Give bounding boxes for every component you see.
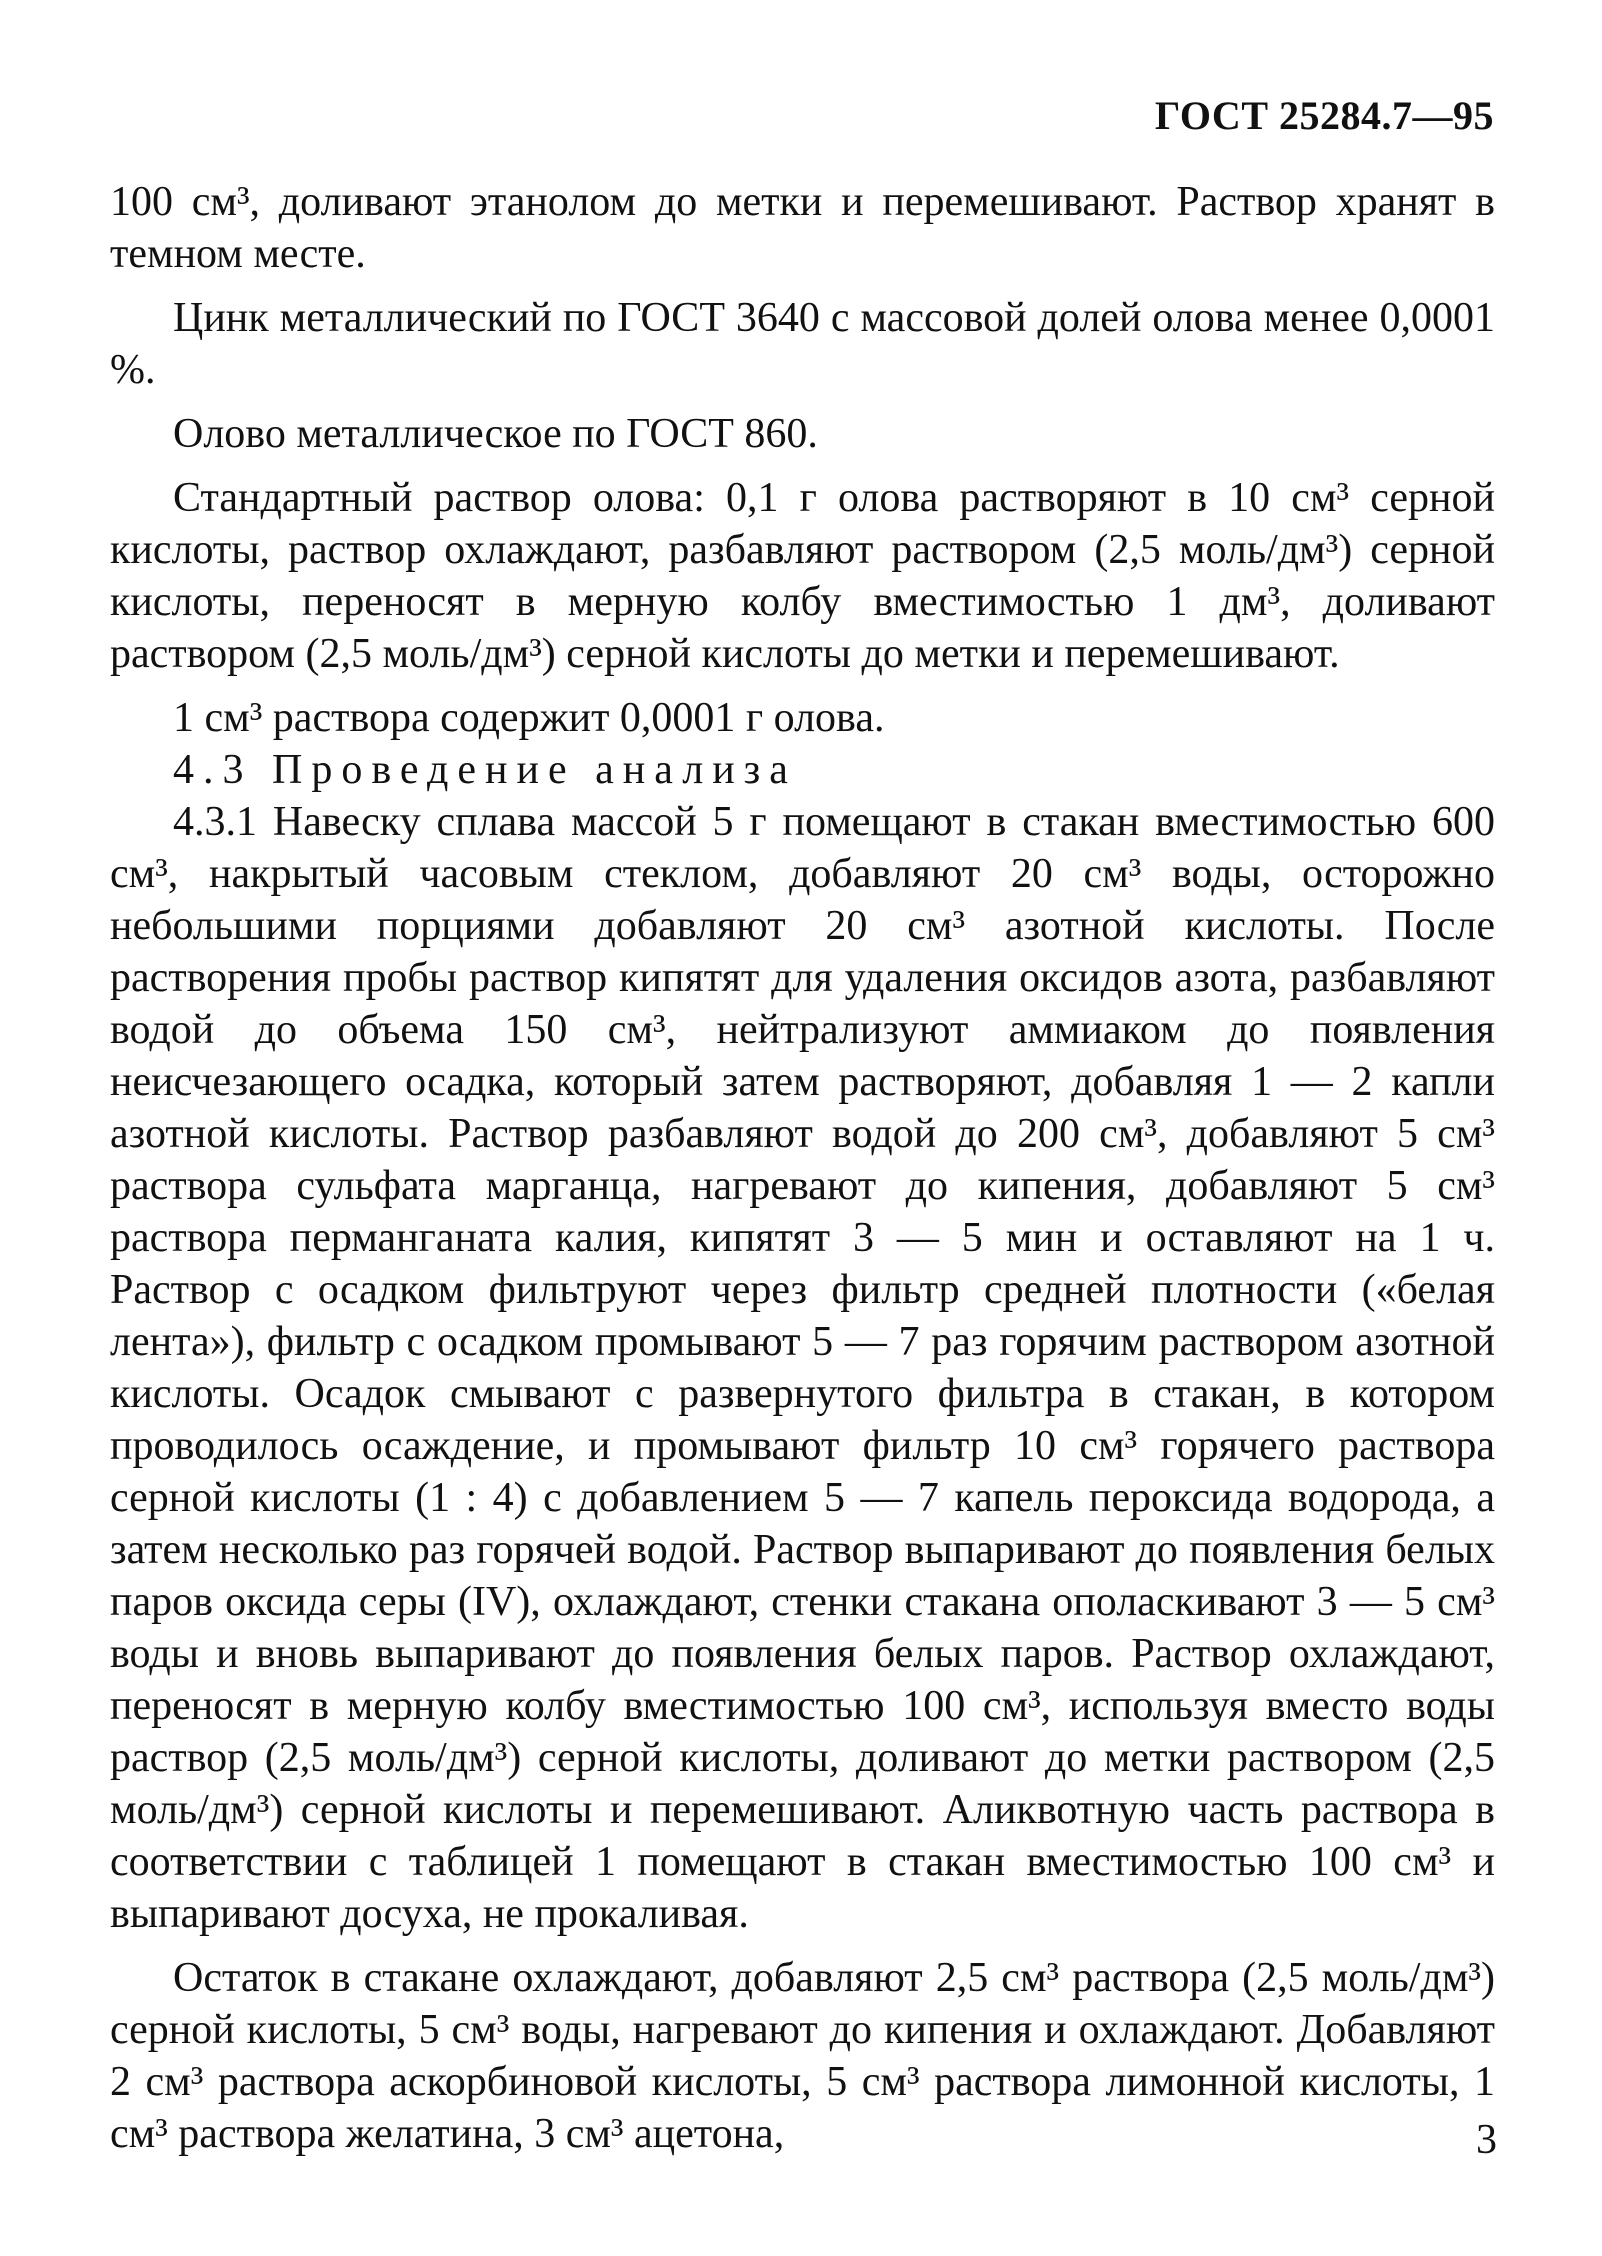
body-text: [110, 176, 1495, 2160]
section-heading-analysis: 4.3 Проведение анализа: [173, 747, 797, 793]
paragraph-procedure: 4.3.1 Навеску сплава массой 5 г помещают в стакан вместимостью 600 см³, накрытый часовым стеклом, добавляют 20 см³ воды, осторожно небольшими порциями добавляют 20 см³ азотной кислоты. После растворения пробы раствор кипятят для удаления оксидов азота, разбавляют водой до объема 150 см³, нейтрализуют аммиаком до появления неисчезающего осадка, который затем растворяют, добавляя 1 — 2 капли азотной кислоты. Раствор разбавляют водой до 200 см³, добавляют 5 см³ раствора сульфата марганца, нагревают до кипения, добавляют 5 см³ раствора перманганата калия, кипятят 3 — 5 мин и оставляют на 1 ч. Раствор с осадком фильтруют через фильтр средней плотности («белая лента»), фильтр с осадком промывают 5 — 7 раз горячим раствором азотной кислоты. Осадок смывают с развернутого фильтра в стакан, в котором проводилось осаждение, и промывают фильтр 10 см³ горячего раствора серной кислоты (1 : 4) с добавлением 5 — 7 капель пероксида водорода, а затем несколько раз горячей водой. Раствор выпаривают до появления белых паров оксида серы (IV), охлаждают, стенки стакана ополаскивают 3 — 5 см³ воды и вновь выпаривают до появления белых паров. Раствор охлаждают, переносят в мерную колбу вместимостью 100 см³, используя вместо воды раствор (2,5 моль/дм³) серной кислоты, доливают до метки раствором (2,5 моль/дм³) серной кислоты и перемешивают. Аликвотную часть раствора в соответствии с таблицей 1 помещают в стакан вместимостью 100 см³ и выпаривают досуха, не прокаливая.: [110, 799, 1495, 1937]
paragraph-standard-solution: Стандартный раствор олова: 0,1 г олова растворяют в 10 см³ серной кислоты, раствор охлаждают, разбавляют раствором (2,5 моль/дм³) серной кислоты, переносят в мерную колбу вместимостью 1 дм³, доливают раствором (2,5 моль/дм³) серной кислоты до метки и перемешивают.: [110, 475, 1495, 677]
paragraph-tin-metal: Олово металлическое по ГОСТ 860.: [173, 411, 818, 457]
paragraph-continuation: 100 см³, доливают этанолом до метки и перемешивают. Раствор хранят в темном месте.: [110, 179, 1495, 277]
paragraph-concentration: 1 см³ раствора содержит 0,0001 г олова.: [173, 695, 885, 741]
paragraph-zinc: Цинк металлический по ГОСТ 3640 с массовой долей олова менее 0,0001 %.: [110, 295, 1495, 393]
page-number: 3: [1476, 2117, 1497, 2163]
standard-header: ГОСТ 25284.7—95: [1154, 93, 1494, 138]
paragraph-residue: Остаток в стакане охлаждают, добавляют 2,5 см³ раствора (2,5 моль/дм³) серной кислоты, 5 см³ воды, нагревают до кипения и охлаждают. Добавляют 2 см³ раствора аскорбиновой кислоты, 5 см³ раствора лимонной кислоты, 1 см³ раствора желатина, 3 см³ ацетона,: [110, 1955, 1495, 2157]
